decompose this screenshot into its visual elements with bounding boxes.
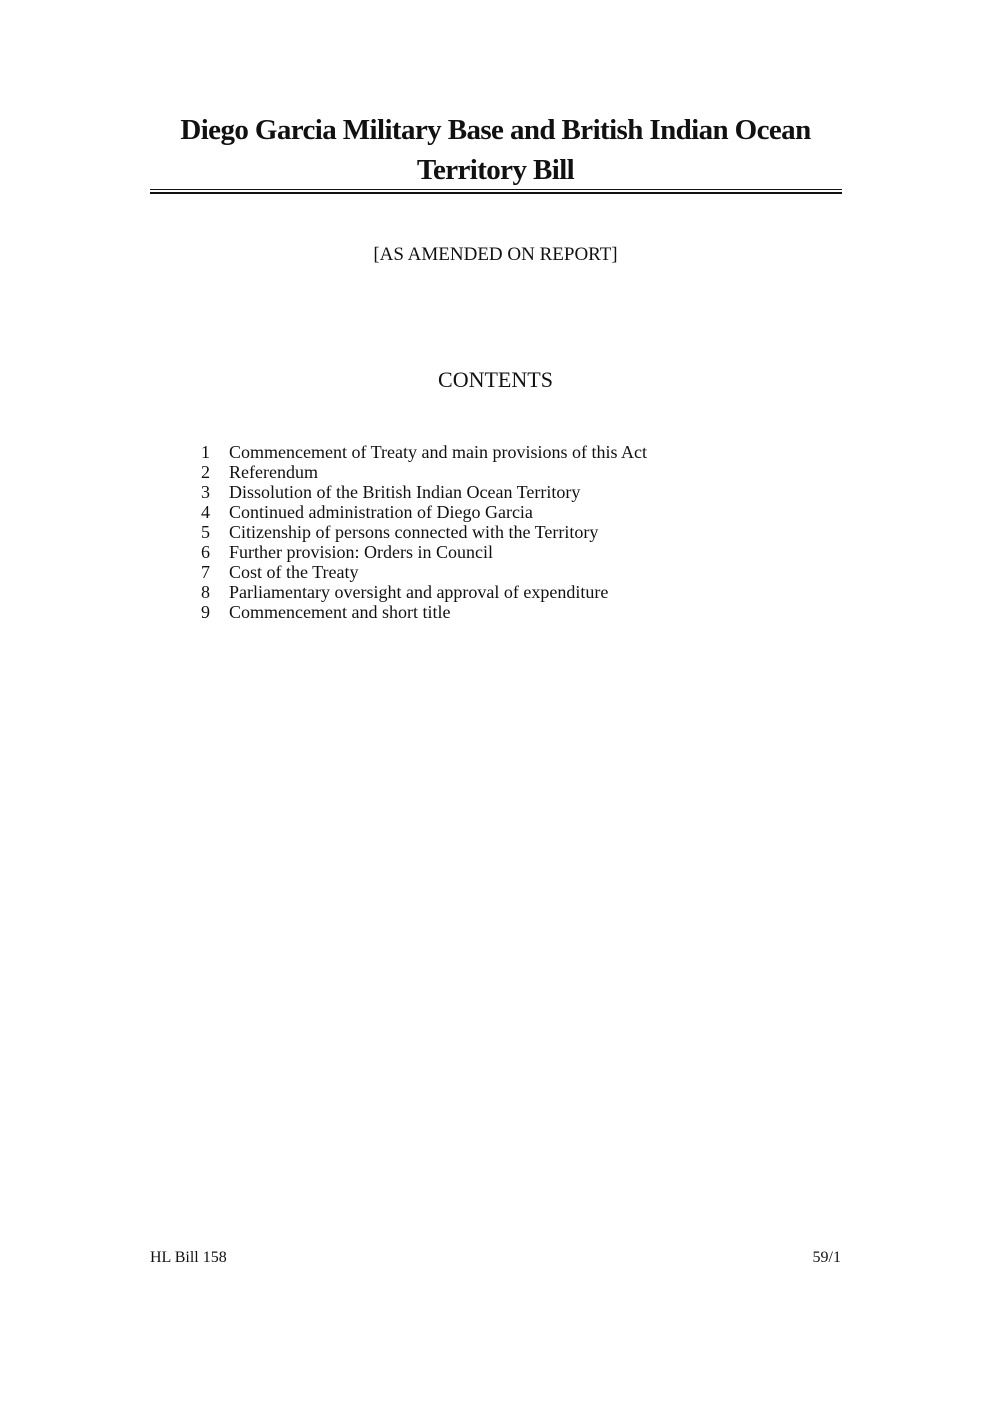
clause-title: Commencement of Treaty and main provisions of this Act <box>229 442 647 462</box>
clause-number: 6 <box>201 542 210 562</box>
clause-number: 7 <box>201 562 210 582</box>
clause-number: 8 <box>201 582 210 602</box>
bill-number: HL Bill 158 <box>150 1249 227 1266</box>
contents-item[interactable] <box>190 582 647 602</box>
title-rule-thin <box>150 189 842 190</box>
contents-item[interactable] <box>190 462 647 482</box>
print-reference: 59/1 <box>812 1249 841 1266</box>
contents-item[interactable] <box>190 602 647 622</box>
clause-title: Further provision: Orders in Council <box>229 542 493 562</box>
bill-title-line2: Territory Bill <box>416 154 575 186</box>
clause-title: Cost of the Treaty <box>229 562 359 582</box>
clause-title: Continued administration of Diego Garcia <box>229 502 533 522</box>
contents-item[interactable] <box>190 502 647 522</box>
contents-item[interactable] <box>190 522 647 542</box>
clause-title: Referendum <box>229 462 318 482</box>
clause-number: 1 <box>201 442 210 462</box>
clause-title: Parliamentary oversight and approval of expenditure <box>229 582 609 602</box>
bill-title <box>140 110 851 190</box>
clause-title: Commencement and short title <box>229 602 451 622</box>
bill-title-line1: Diego Garcia Military Base and British Indian Ocean <box>180 114 811 146</box>
contents-item[interactable] <box>190 562 647 582</box>
contents-heading: CONTENTS <box>438 367 553 392</box>
contents-item[interactable] <box>190 442 647 462</box>
clause-title: Dissolution of the British Indian Ocean Territory <box>229 482 581 502</box>
clause-title: Citizenship of persons connected with the Territory <box>229 522 599 542</box>
clause-number: 4 <box>201 502 210 522</box>
clause-number: 2 <box>201 462 210 482</box>
clause-number: 3 <box>201 482 210 502</box>
bill-status: [AS AMENDED ON REPORT] <box>373 244 618 265</box>
clause-number: 9 <box>201 602 210 622</box>
title-rule-thick <box>150 192 842 194</box>
contents-item[interactable] <box>190 542 647 562</box>
clause-number: 5 <box>201 522 210 542</box>
contents-item[interactable] <box>190 482 647 502</box>
contents-list <box>190 442 647 622</box>
